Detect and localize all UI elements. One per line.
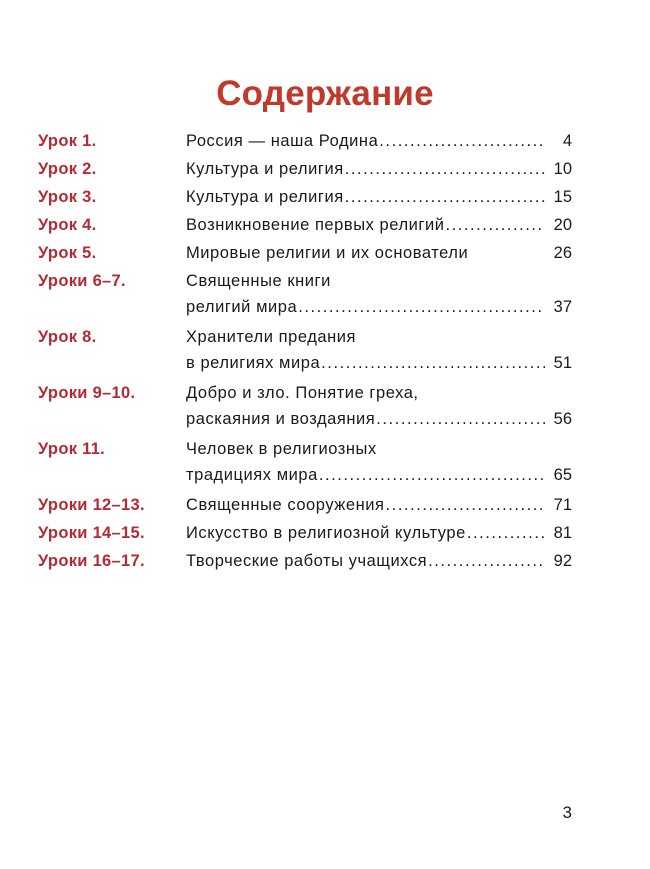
- entry-line: [186, 128, 572, 154]
- lesson-label: Урок 2.: [38, 160, 97, 178]
- lesson-label: Урок 8.: [38, 328, 97, 346]
- entry-line: [186, 462, 572, 488]
- entry-title: Искусство в религиозной культуре: [186, 524, 466, 542]
- dot-leader: [379, 128, 545, 154]
- entry-page-number: 4: [562, 132, 572, 150]
- entry-title: Россия — наша Родина: [186, 132, 379, 150]
- entry-title: Священные книги: [186, 272, 331, 290]
- entry-body: [186, 156, 572, 182]
- entry-title: Хранители предания: [186, 328, 357, 346]
- lesson-label: Уроки 6–7.: [38, 272, 126, 290]
- entry-line: [186, 548, 572, 574]
- entry-title: религий мира: [186, 298, 298, 316]
- entry-page-number: 56: [553, 410, 572, 428]
- lesson-label: Урок 11.: [38, 440, 106, 458]
- entry-body: [186, 520, 572, 546]
- entry-body: [186, 548, 572, 574]
- entry-page-number: 92: [553, 552, 572, 570]
- page-number-folio: 3: [562, 803, 572, 822]
- dot-leader: [321, 350, 545, 376]
- entry-title: традициях мира: [186, 466, 318, 484]
- entry-body: [186, 240, 572, 266]
- entry-page-number: 20: [553, 216, 572, 234]
- entry-line: [186, 324, 572, 350]
- lesson-label: Уроки 9–10.: [38, 384, 136, 402]
- entry-page-number: 26: [553, 244, 572, 262]
- toc-entry[interactable]: [38, 324, 572, 376]
- entry-body: [186, 268, 572, 320]
- lesson-label: Урок 3.: [38, 188, 97, 206]
- entry-body: [186, 128, 572, 154]
- toc-entry[interactable]: [38, 184, 572, 210]
- entry-page-number: 37: [553, 298, 572, 316]
- toc-entry[interactable]: [38, 520, 572, 546]
- dot-leader: [376, 406, 545, 432]
- entry-page-number: 10: [553, 160, 572, 178]
- entry-body: [186, 436, 572, 488]
- lesson-label: Урок 5.: [38, 244, 97, 262]
- entry-title: раскаяния и воздаяния: [186, 410, 376, 428]
- toc-entry[interactable]: [38, 380, 572, 432]
- entry-line: [186, 350, 572, 376]
- entry-page-number: 81: [553, 524, 572, 542]
- entry-title: Добро и зло. Понятие греха,: [186, 384, 419, 402]
- dot-leader: [446, 212, 546, 238]
- dot-leader: [345, 184, 545, 210]
- dot-leader: [467, 520, 545, 546]
- dot-leader: [386, 492, 545, 518]
- entry-body: [186, 492, 572, 518]
- entry-line: [186, 184, 572, 210]
- entry-body: [186, 380, 572, 432]
- entry-page-number: 15: [553, 188, 572, 206]
- dot-leader: [319, 462, 545, 488]
- page-title: Содержание: [216, 74, 434, 113]
- toc-entry[interactable]: [38, 436, 572, 488]
- entry-line: [186, 406, 572, 432]
- entry-line: [186, 520, 572, 546]
- entry-line: [186, 268, 572, 294]
- lesson-label: Уроки 12–13.: [38, 496, 145, 514]
- entry-body: [186, 184, 572, 210]
- toc-entry[interactable]: [38, 128, 572, 154]
- entry-title: в религиях мира: [186, 354, 321, 372]
- entry-line: [186, 212, 572, 238]
- entry-title: Культура и религия: [186, 188, 344, 206]
- entry-line: [186, 294, 572, 320]
- toc-entry[interactable]: [38, 240, 572, 266]
- entry-body: [186, 324, 572, 376]
- entry-page-number: 71: [553, 496, 572, 514]
- dot-leader: [428, 548, 545, 574]
- entry-line: [186, 492, 572, 518]
- toc-entry[interactable]: [38, 268, 572, 320]
- lesson-label: Уроки 16–17.: [38, 552, 145, 570]
- entry-title: Творческие работы учащихся: [186, 552, 428, 570]
- toc-entry[interactable]: [38, 492, 572, 518]
- entry-title: Священные сооружения: [186, 496, 385, 514]
- entry-title: Человек в религиозных: [186, 440, 377, 458]
- entry-line: [186, 156, 572, 182]
- entry-line: [186, 380, 572, 406]
- lesson-label: Уроки 14–15.: [38, 524, 145, 542]
- entry-line: [186, 240, 572, 266]
- dot-leader: [298, 294, 545, 320]
- entry-line: [186, 436, 572, 462]
- entry-page-number: 51: [553, 354, 572, 372]
- toc-entry[interactable]: [38, 212, 572, 238]
- lesson-label: Урок 4.: [38, 216, 97, 234]
- lesson-label: Урок 1.: [38, 132, 97, 150]
- toc-entry[interactable]: [38, 156, 572, 182]
- entry-body: [186, 212, 572, 238]
- entry-title: Мировые религии и их основатели: [186, 244, 469, 262]
- table-of-contents: [38, 128, 572, 576]
- dot-leader: [345, 156, 545, 182]
- toc-entry[interactable]: [38, 548, 572, 574]
- entry-title: Возникновение первых религий: [186, 216, 445, 234]
- entry-title: Культура и религия: [186, 160, 344, 178]
- entry-page-number: 65: [553, 466, 572, 484]
